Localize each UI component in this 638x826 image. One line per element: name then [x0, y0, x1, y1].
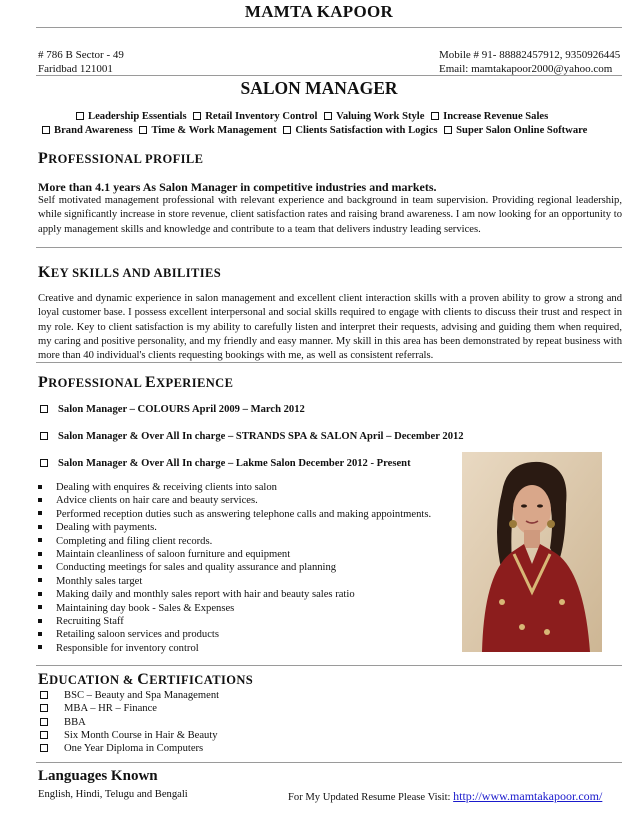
list-item: Dealing with enquires & receiving clients into salon [38, 481, 431, 494]
list-item: Maintaining day book - Sales & Expenses [38, 602, 431, 615]
section-heading-languages: Languages Known [38, 768, 158, 784]
keyword: Retail Inventory Control [205, 111, 318, 122]
bullet-icon [38, 592, 42, 596]
checkbox-icon [40, 731, 48, 739]
keyword: Time & Work Management [151, 125, 277, 136]
checkbox-icon [40, 432, 48, 440]
checkbox-icon [324, 112, 332, 120]
bullet-icon [38, 498, 42, 502]
contact-block [439, 48, 620, 76]
list-item: Recruiting Staff [38, 615, 431, 628]
languages-list: English, Hindi, Telugu and Bengali [38, 789, 188, 800]
checkbox-icon [283, 126, 291, 134]
keyword: Brand Awareness [54, 125, 133, 136]
checkbox-icon [139, 126, 147, 134]
list-item: Responsible for inventory control [38, 642, 431, 655]
address-block [38, 48, 124, 76]
checkbox-icon [40, 691, 48, 699]
job-entry: Salon Manager & Over All In charge – Lakme Salon December 2012 - Present [38, 458, 411, 469]
keywords-row-1 [72, 111, 548, 122]
section-heading-skills: KEY SKILLS AND ABILITIES [38, 264, 222, 281]
checkbox-icon [444, 126, 452, 134]
website-link[interactable]: http://www.mamtakapoor.com/ [453, 789, 603, 803]
list-item: One Year Diploma in Computers [38, 742, 219, 755]
keyword: Valuing Work Style [336, 111, 425, 122]
list-item: MBA – HR – Finance [38, 702, 219, 715]
checkbox-icon [193, 112, 201, 120]
bullet-icon [38, 552, 42, 556]
keyword: Increase Revenue Sales [443, 111, 549, 122]
section-divider [36, 762, 622, 763]
list-item: Maintain cleanliness of saloon furniture and equipment [38, 548, 431, 561]
mobile-number: Mobile # 91- 88882457912, 9350926445 [439, 49, 621, 61]
candidate-name: MAMTA KAPOOR [244, 2, 394, 21]
contact-divider [36, 75, 622, 76]
keyword: Leadership Essentials [88, 111, 187, 122]
bullet-icon [38, 645, 42, 649]
bullet-icon [38, 578, 42, 582]
profile-lead: More than 4.1 years As Salon Manager in competitive industries and markets. [38, 180, 437, 194]
keyword: Super Salon Online Software [456, 125, 588, 136]
duties-list [38, 481, 431, 655]
profile-text: Self motivated management professional with relevant experience and background in team supervision. Providing regional leadership, while significantly increase in store revenue, client satisfaction rates and raising brand awareness. I am now looking for an opportunity to apply management skills and knowledge and contribute to a team that delivers industry leading services. [38, 195, 622, 235]
address-line-2: Faridbad 121001 [38, 63, 113, 75]
bullet-icon [38, 485, 42, 489]
list-item: BSC – Beauty and Spa Management [38, 689, 219, 702]
address-line-1: # 786 B Sector - 49 [38, 49, 124, 61]
bullet-icon [38, 605, 42, 609]
header-divider [36, 27, 622, 28]
section-divider [36, 665, 622, 666]
education-list [38, 689, 219, 755]
checkbox-icon [431, 112, 439, 120]
bullet-icon [38, 565, 42, 569]
list-item: Completing and filing client records. [38, 535, 431, 548]
checkbox-icon [40, 744, 48, 752]
bullet-icon [38, 511, 42, 515]
email-address: Email: mamtakapoor2000@yahoo.com [439, 63, 613, 75]
skills-text: Creative and dynamic experience in salon management and excellent client interaction skills with a proven ability to grow a strong and loyal customer base. I possess excellent interpersonal and social skills required to engage with clients to discuss their trust and respect in my role. Key to client satisfaction is my ability to carefully listen and interpret their requests, advising and guiding them when required, my caring and positive personality, and my friendly and easy manner. My skill in this area has been demonstrated by repeat business with more than 40 individual's clients requesting bookings with me, as well as consistent referrals. [38, 293, 622, 362]
profile-photo [462, 452, 602, 652]
list-item: BBA [38, 716, 219, 729]
checkbox-icon [40, 405, 48, 413]
bullet-icon [38, 619, 42, 623]
checkbox-icon [76, 112, 84, 120]
job-title: SALON MANAGER [240, 78, 398, 98]
list-item: Conducting meetings for sales and quality assurance and planning [38, 561, 431, 574]
section-divider [36, 247, 622, 248]
checkbox-icon [40, 459, 48, 467]
bullet-icon [38, 632, 42, 636]
checkbox-icon [40, 718, 48, 726]
list-item: Making daily and monthly sales report with hair and beauty sales ratio [38, 588, 431, 601]
list-item: Dealing with payments. [38, 521, 431, 534]
keywords-row-2 [38, 125, 587, 136]
checkbox-icon [40, 704, 48, 712]
section-heading-profile: PROFESSIONAL PROFILE [38, 150, 204, 167]
section-divider [36, 362, 622, 363]
list-item: Advice clients on hair care and beauty services. [38, 494, 431, 507]
list-item: Retailing saloon services and products [38, 628, 431, 641]
bullet-icon [38, 538, 42, 542]
bullet-icon [38, 525, 42, 529]
list-item: Six Month Course in Hair & Beauty [38, 729, 219, 742]
job-entry: Salon Manager & Over All In charge – STRANDS SPA & SALON April – December 2012 [38, 431, 464, 442]
list-item: Monthly sales target [38, 575, 431, 588]
section-heading-experience: PROFESSIONAL EXPERIENCE [38, 374, 234, 391]
keyword: Clients Satisfaction with Logics [295, 125, 438, 136]
visit-text: For My Updated Resume Please Visit: [288, 792, 451, 803]
website-note [288, 789, 602, 804]
checkbox-icon [42, 126, 50, 134]
job-entry: Salon Manager – COLOURS April 2009 – March 2012 [38, 404, 305, 415]
section-heading-education: EDUCATION & CERTIFICATIONS [38, 671, 254, 688]
list-item: Performed reception duties such as answering telephone calls and making appointments. [38, 508, 431, 521]
